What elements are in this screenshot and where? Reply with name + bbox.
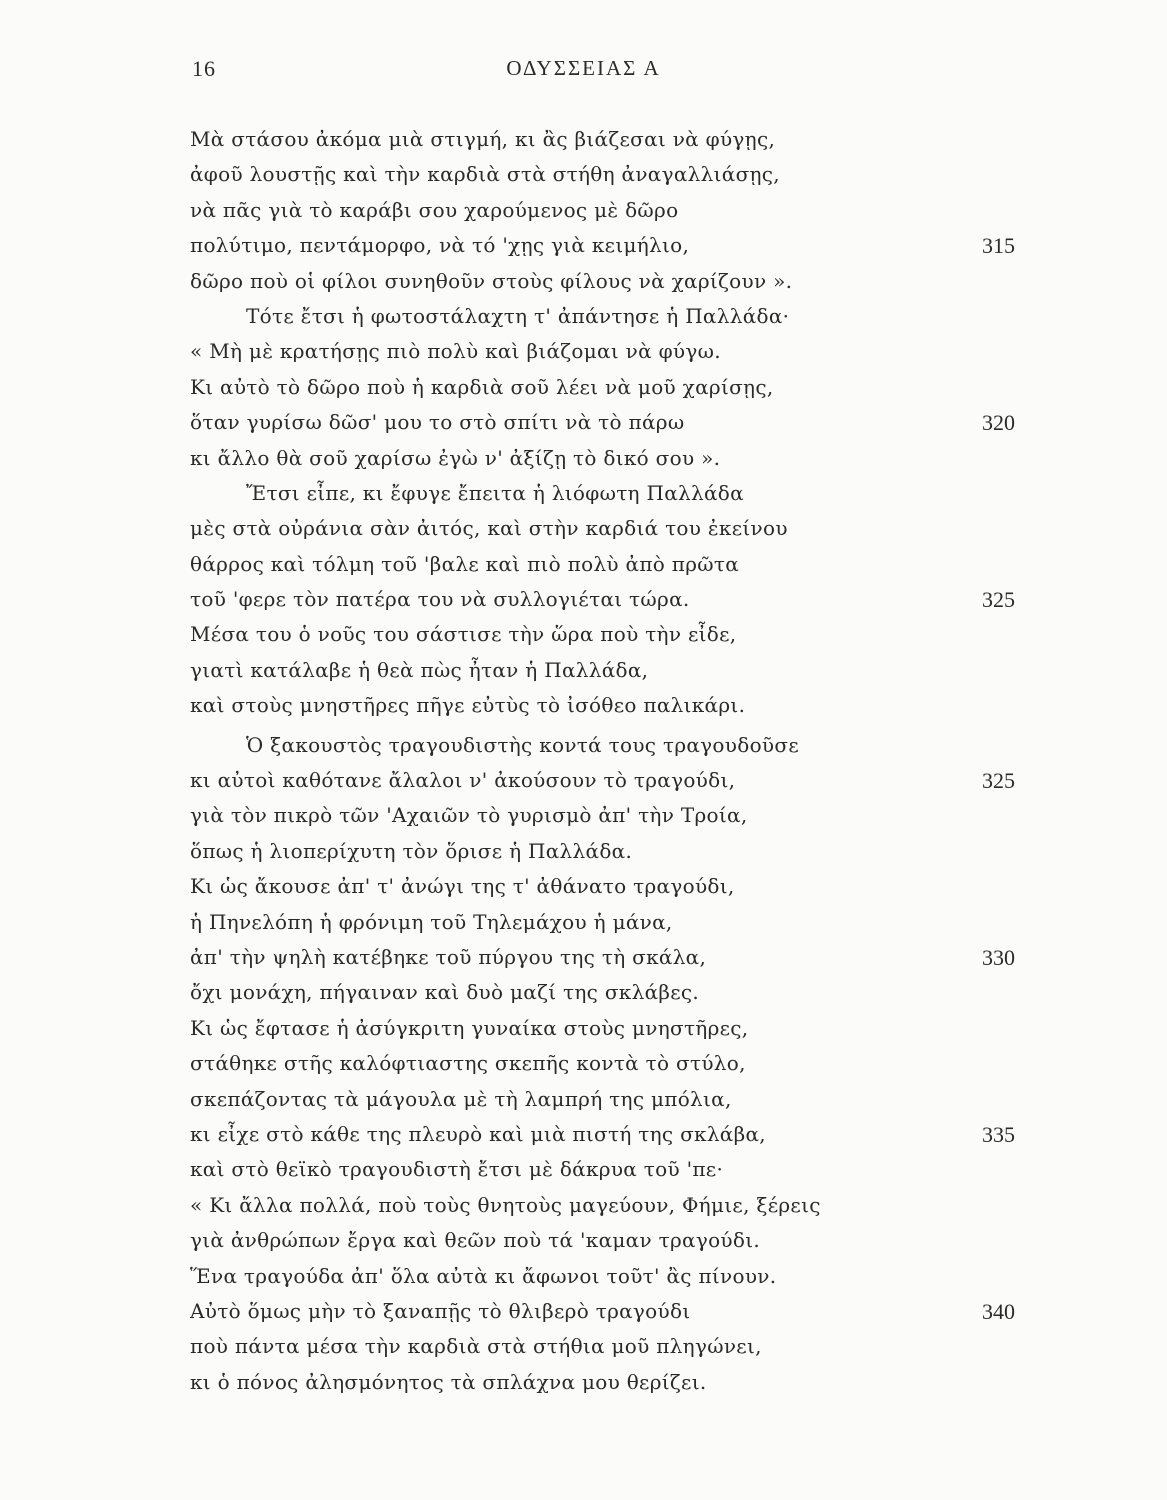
verse-text: « Μὴ μὲ κρατήσῃς πιὸ πολὺ καὶ βιάζομαι νὰ φύγω. [190, 339, 721, 364]
verse-text: ὅπως ἡ λιοπερίχυτη τὸν ὅρισε ἡ Παλλάδα. [190, 838, 633, 863]
verse-text: πολύτιμο, πεντάμορφο, νὰ τό 'χῃς γιὰ κειμήλιο, [190, 233, 690, 258]
verse-line [0, 1152, 1167, 1187]
verse-text: θάρρος καὶ τόλμη τοῦ 'βαλε καὶ πιὸ πολὺ ἀπὸ πρῶτα [190, 551, 740, 576]
verse-line [0, 441, 1167, 476]
verse-text: σκεπάζοντας τὰ μάγουλα μὲ τὴ λαμπρή της μπόλια, [190, 1086, 732, 1111]
verse-text: κι αὐτοὶ καθότανε ἄλαλοι ν' ἀκούσουν τὸ τραγούδι, [190, 768, 736, 793]
verse-line [0, 370, 1167, 405]
verse-text: Αὐτὸ ὅμως μὴν τὸ ξαναπῇς τὸ θλιβερὸ τραγούδι [190, 1298, 691, 1323]
verse-text: ἡ Πηνελόπη ἡ φρόνιμη τοῦ Τηλεμάχου ἡ μάνα, [190, 909, 673, 934]
verse-line [0, 763, 1167, 798]
verse-text: Τότε ἔτσι ἡ φωτοστάλαχτη τ' ἀπάντησε ἡ Παλλάδα· [246, 303, 790, 328]
verse-line [0, 1082, 1167, 1117]
verse-text: στάθηκε στῆς καλόφτιαστης σκεπῆς κοντὰ τὸ στύλο, [190, 1051, 746, 1076]
verse-line [0, 547, 1167, 582]
verse-line [0, 653, 1167, 688]
verse-number: 330 [982, 944, 1015, 970]
verse-text: Κι ὡς ἄκουσε ἀπ' τ' ἀνώγι της τ' ἀθάνατο τραγούδι, [190, 874, 735, 899]
verse-line [0, 193, 1167, 228]
running-title: ΟΔΥΣΣΕΙΑΣ Α [506, 56, 661, 80]
verse-text: ἀπ' τὴν ψηλὴ κατέβηκε τοῦ πύργου της τὴ σκάλα, [190, 944, 707, 969]
verse-line [0, 1117, 1167, 1152]
verse-line [0, 798, 1167, 833]
verse-line [0, 334, 1167, 369]
verse-number: 335 [982, 1121, 1015, 1147]
verse-text: Ἔτσι εἶπε, κι ἔφυγε ἔπειτα ἡ λιόφωτη Παλλάδα [246, 480, 744, 505]
verse-line [0, 688, 1167, 723]
verse-text: Μέσα του ὁ νοῦς του σάστισε τὴν ὥρα ποὺ τὴν εἶδε, [190, 622, 737, 647]
verse-line [0, 1294, 1167, 1329]
verse-line [0, 511, 1167, 546]
verse-line [0, 157, 1167, 192]
verse-line [0, 476, 1167, 511]
verse-line [0, 1329, 1167, 1364]
verse-line [0, 975, 1167, 1010]
verse-line [0, 728, 1167, 763]
verse-text: « Κι ἄλλα πολλά, ποὺ τοὺς θνητοὺς μαγεύουν, Φήμιε, ξέρεις [190, 1192, 821, 1217]
verse-line [0, 1259, 1167, 1294]
verse-line [0, 122, 1167, 157]
page-header [0, 56, 1167, 86]
verse-line [0, 940, 1167, 975]
verse-text: Κι αὐτὸ τὸ δῶρο ποὺ ἡ καρδιὰ σοῦ λέει νὰ μοῦ χαρίσῃς, [190, 374, 774, 399]
verse-line [0, 1011, 1167, 1046]
verse-number: 320 [982, 410, 1015, 436]
verse-text: ὄχι μονάχη, πήγαιναν καὶ δυὸ μαζί της σκλάβες. [190, 980, 700, 1005]
verse-text: Ὁ ξακουστὸς τραγουδιστὴς κοντά τους τραγουδοῦσε [246, 732, 799, 757]
poem-body [0, 122, 1167, 1400]
verse-text: καὶ στὸ θεϊκὸ τραγουδιστὴ ἔτσι μὲ δάκρυα τοῦ 'πε· [190, 1157, 724, 1182]
page-number: 16 [192, 56, 216, 81]
verse-text: τοῦ 'φερε τὸν πατέρα του νὰ συλλογιέται τώρα. [190, 587, 690, 612]
verse-line [0, 299, 1167, 334]
verse-text: Μὰ στάσου ἀκόμα μιὰ στιγμή, κι ἂς βιάζεσαι νὰ φύγῃς, [190, 127, 776, 151]
verse-text: δῶρο ποὺ οἱ φίλοι συνηθοῦν στοὺς φίλους νὰ χαρίζουν ». [190, 268, 793, 293]
verse-line [0, 1223, 1167, 1258]
verse-text: καὶ στοὺς μνηστῆρες πῆγε εὐτὺς τὸ ἰσόθεο παλικάρι. [190, 693, 746, 718]
verse-number: 325 [982, 587, 1015, 613]
verse-number: 340 [982, 1298, 1015, 1324]
verse-text: νὰ πᾶς γιὰ τὸ καράβι σου χαρούμενος μὲ δῶρο [190, 197, 679, 222]
verse-text: Ἕνα τραγούδα ἀπ' ὅλα αὐτὰ κι ἄφωνοι τοῦτ' ἂς πίνουν. [190, 1263, 777, 1288]
verse-number: 315 [982, 233, 1015, 259]
verse-text: κι εἶχε στὸ κάθε της πλευρὸ καὶ μιὰ πιστή της σκλάβα, [190, 1121, 766, 1146]
verse-line [0, 228, 1167, 263]
verse-text: ποὺ πάντα μέσα τὴν καρδιὰ στὰ στήθια μοῦ πληγώνει, [190, 1334, 762, 1359]
verse-text: γιατὶ κατάλαβε ἡ θεὰ πὼς ἦταν ἡ Παλλάδα, [190, 657, 649, 682]
verse-text: κι ἄλλο θὰ σοῦ χαρίσω ἐγὼ ν' ἀξίζῃ τὸ δικό σου ». [190, 445, 721, 470]
verse-text: Κι ὡς ἔφτασε ἡ ἀσύγκριτη γυναίκα στοὺς μνηστῆρες, [190, 1015, 749, 1040]
verse-text: κι ὁ πόνος ἀλησμόνητος τὰ σπλάχνα μου θερίζει. [190, 1369, 707, 1394]
verse-line [0, 582, 1167, 617]
verse-line [0, 1188, 1167, 1223]
verse-number: 325 [982, 768, 1015, 794]
verse-line [0, 1365, 1167, 1400]
verse-text: γιὰ ἀνθρώπων ἔργα καὶ θεῶν ποὺ τά 'καμαν τραγούδι. [190, 1228, 761, 1253]
verse-text: μὲς στὰ οὐράνια σὰν ἀιτός, καὶ στὴν καρδιά του ἐκείνου [190, 516, 788, 541]
verse-line [0, 617, 1167, 652]
verse-line [0, 264, 1167, 299]
verse-line [0, 834, 1167, 869]
verse-line [0, 905, 1167, 940]
verse-line [0, 405, 1167, 440]
verse-text: ἀφοῦ λουστῇς καὶ τὴν καρδιὰ στὰ στήθη ἀναγαλλιάσῃς, [190, 162, 780, 187]
verse-line [0, 1046, 1167, 1081]
verse-text: γιὰ τὸν πικρὸ τῶν 'Αχαιῶν τὸ γυρισμὸ ἀπ' τὴν Τροία, [190, 803, 748, 828]
verse-text: ὅταν γυρίσω δῶσ' μου το στὸ σπίτι νὰ τὸ πάρω [190, 410, 685, 435]
verse-line [0, 869, 1167, 904]
